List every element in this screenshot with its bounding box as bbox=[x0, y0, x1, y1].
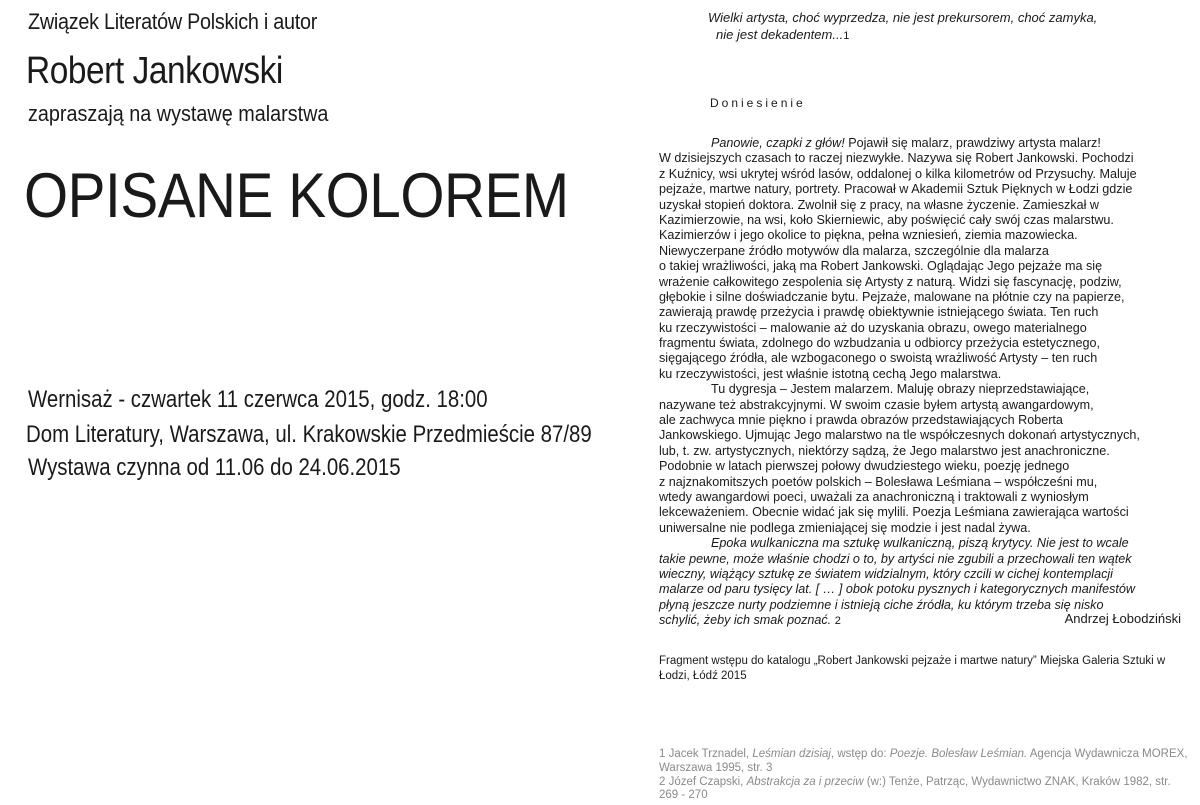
paragraph-line: ku rzeczywistości – malowanie aż do uzyskania obrazu, owego materialnego bbox=[659, 320, 1087, 335]
paragraph-line: głębokie i silne doświadczanie bytu. Pejzaże, malowane na płótnie czy na papierze, bbox=[659, 289, 1125, 304]
paragraph-line: pejzaże, martwe natury, portrety. Pracował w Akademii Sztuk Pięknych w Łodzi gdzie bbox=[659, 182, 1133, 197]
motto-quote bbox=[708, 9, 1188, 45]
paragraph-line: o takiej wrażliwości, jaką ma Robert Jankowski. Oglądając Jego pejzaże ma się bbox=[659, 259, 1103, 274]
exhibition-title: OPISANE KOLOREM bbox=[24, 161, 569, 231]
quote-line: takie pewne, może właśnie chodzi o to, by artyści nie zgubili a przechowali ten wątek bbox=[659, 551, 1132, 566]
paragraph-line: Tu dygresja – Jestem malarzem. Maluję obrazy nieprzedstawiające, bbox=[711, 382, 1090, 397]
opening-info: Wernisaż - czwartek 11 czerwca 2015, godz. 18:00 bbox=[28, 386, 488, 413]
quote-line: malarze od paru tysięcy lat. [ … ] obok potoku pysznych i kategorycznych manifestów bbox=[659, 582, 1135, 597]
footnote-2 bbox=[659, 776, 1189, 804]
paragraph-line: Kazimierzowie, na wsi, koło Skierniewic, aby poświęcić cały swój czas malarstwu. bbox=[659, 212, 1114, 227]
section-title: Doniesienie bbox=[710, 96, 806, 110]
essay-body bbox=[659, 136, 1189, 629]
paragraph-line: Kazimierzów i jego okolice to piękna, pełna wzniesień, ziemia mazowiecka. bbox=[659, 228, 1078, 243]
quote-line: wieczny, wiążący sztukę ze światem widzialnym, który czcili w cichej kontemplacji bbox=[659, 566, 1113, 581]
paragraph-line bbox=[659, 136, 1189, 151]
footnote-text: 2 Józef Czapski, bbox=[659, 775, 747, 788]
italic-phrase: Panowie, czapki z głów! bbox=[711, 136, 845, 150]
line-text: Pojawił się malarz, prawdziwy artysta malarz! bbox=[844, 136, 1101, 150]
author-signature: Andrzej Łobodziński bbox=[1064, 611, 1181, 626]
quote-text: schylić, żeby ich smak poznać. bbox=[659, 613, 832, 628]
footnote-text: (w:) Tenże, Patrząc, Wydawnictwo ZNAK, Kraków 1982, str. 269 - 270 bbox=[659, 775, 1171, 802]
paragraph-line: sięgającego źródła, ale wzbogaconego o swoistą wrażliwość Artysty – ten ruch bbox=[659, 351, 1098, 366]
organizer-line: Związek Literatów Polskich i autor bbox=[28, 9, 318, 34]
paragraph-line: Podobnie w latach pierwszej połowy dwudziestego wieku, poezję jednego bbox=[659, 459, 1070, 474]
paragraph-line: ale zachwyca mnie piękno i prawda obrazów przedstawiających Roberta bbox=[659, 413, 1063, 428]
paragraph-line: z Kuźnicy, wsi ukrytej wśród lasów, oddalonej o kilka kilometrów od Przysuchy. Maluje bbox=[659, 166, 1137, 181]
footnote-text: Agencja Wydawnicza MOREX, Warszawa 1995, str. 3 bbox=[659, 748, 1188, 774]
paragraph-line: z najznakomitszych poetów polskich – Bolesława Leśmiana – współcześni mu, bbox=[659, 474, 1098, 489]
paragraph-line: wtedy awangardowi poeci, uważali za anachroniczną i traktowali z wyniosłym bbox=[659, 489, 1089, 504]
paragraph-line: lekceważeniem. Obecnie widać jak się mylili. Poezja Leśmiana zawierająca wartości bbox=[659, 505, 1129, 520]
paragraph-line: Niewyczerpane źródło motywów dla malarza, szczególnie dla malarza bbox=[659, 243, 1049, 258]
footnote-title: Leśmian dzisiaj bbox=[752, 748, 831, 760]
footnote-ref: 2 bbox=[834, 615, 841, 628]
paragraph-line: nazywane też abstrakcyjnymi. W swoim czasie byłem artystą awangardowym, bbox=[659, 397, 1094, 412]
paragraph-line: wrażenie całkowitego zespolenia się Artysty z naturą. Widzi się fascynację, podziw, bbox=[659, 274, 1122, 289]
exhibition-dates: Wystawa czynna od 11.06 do 24.06.2015 bbox=[28, 454, 401, 481]
source-note: Fragment wstępu do katalogu „Robert Jankowski pejzaże i martwe natury” Miejska Galeria Sztuki w Łodzi, Łódź 2015 bbox=[659, 655, 1166, 682]
paragraph-line: zawierają prawdę przeżycia i prawdę obiektywnie istniejącego świata. Ten ruch bbox=[659, 305, 1099, 320]
essay-panel bbox=[640, 0, 1200, 805]
footnote-text: 1 Jacek Trznadel, bbox=[659, 748, 753, 760]
artist-name: Robert Jankowski bbox=[26, 50, 283, 92]
footnotes bbox=[659, 748, 1189, 803]
footnote-title: Abstrakcja za i przeciw bbox=[746, 775, 864, 788]
motto-line-text: nie jest dekadentem... bbox=[716, 27, 844, 42]
paragraph-line: uniwersalne nie podlega zmieniającej się modzie i jest nadal żywa. bbox=[659, 520, 1031, 535]
footnote-ref: 1 bbox=[843, 30, 850, 42]
invite-line: zapraszają na wystawę malarstwa bbox=[28, 101, 329, 126]
footnote-1 bbox=[659, 748, 1189, 776]
paragraph-line: lub, t. zw. artystycznych, niektórzy sądzą, że Jego malarstwo jest anachroniczne. bbox=[659, 443, 1110, 458]
venue-info: Dom Literatury, Warszawa, ul. Krakowskie Przedmieście 87/89 bbox=[26, 421, 592, 448]
paragraph-line: Jankowskiego. Ujmując Jego malarstwo na tle współczesnych dokonań artystycznych, bbox=[659, 428, 1140, 443]
motto-line: Wielki artysta, choć wyprzedza, nie jest prekursorem, choć zamyka, bbox=[708, 10, 1098, 25]
quote-line: płyną jeszcze nurty podziemne i istnieją ciche źródła, ku którym trzeba się nisko bbox=[659, 597, 1104, 612]
quote-line: Epoka wulkaniczna ma sztukę wulkaniczną, piszą krytycy. Nie jest to wcale bbox=[711, 536, 1129, 551]
footnote-book: Poezje. Bolesław Leśmian. bbox=[889, 748, 1028, 760]
paragraph-line: ku rzeczywistości, jest właśnie istotną cechą Jego malarstwa. bbox=[659, 366, 1002, 381]
motto-line bbox=[708, 26, 1188, 45]
paragraph-line: W dzisiejszych czasach to raczej niezwykłe. Nazywa się Robert Jankowski. Pochodzi bbox=[659, 151, 1134, 166]
paragraph-line: uzyskał stopień doktora. Zwolnił się z pracy, na własne życzenie. Zamieszkał w bbox=[659, 197, 1100, 212]
footnote-text: , wstęp do: bbox=[830, 748, 890, 760]
paragraph-line: fragmentu świata, zdolnego do wzbudzania u odbiorcy przeżycia estetycznego, bbox=[659, 336, 1101, 351]
